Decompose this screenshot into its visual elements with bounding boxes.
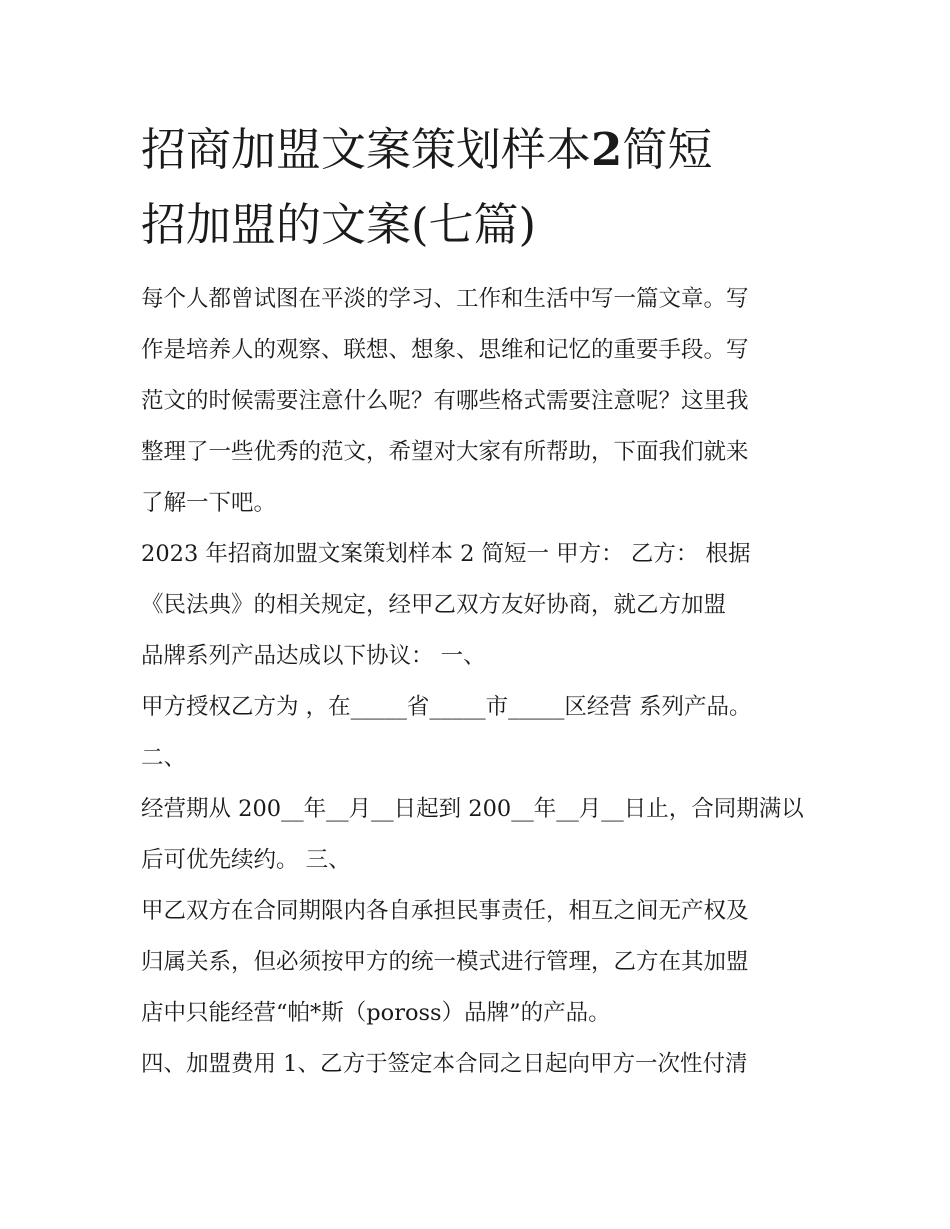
title-line: 招加盟的文案(七篇) [141,198,537,251]
contract-section [141,529,821,1090]
body-line: 甲方授权乙方为 ，在_____省_____市_____区经营 系列产品。 [141,694,752,720]
body-line: 归属关系，但必须按甲方的统一模式进行管理，乙方在其加盟 [141,949,749,975]
body-line: 每个人都曾试图在平淡的学习、工作和生活中写一篇文章。写 [141,286,749,312]
body-line: 整理了一些优秀的范文，希望对大家有所帮助，下面我们就来 [141,439,749,465]
body-line: 《民法典》的相关规定，经甲乙双方友好协商，就乙方加盟 [141,592,727,618]
document-body [141,274,821,1090]
body-line: 四、加盟费用 1、乙方于签定本合同之日起向甲方一次性付清 [141,1051,748,1077]
body-line: 2023 年招商加盟文案策划样本 2 简短一 甲方： 乙方： 根据 [141,541,751,567]
body-line: 后可优先续约。 三、 [141,847,351,873]
body-line: 甲乙双方在合同期限内各自承担民事责任，相互之间无产权及 [141,898,749,924]
body-line: 经营期从 200__年__月__日起到 200__年__月__日止，合同期满以 [141,796,804,822]
body-line: 二、 [141,745,187,771]
body-line: 作是培养人的观察、联想、想象、思维和记忆的重要手段。写 [141,337,749,363]
title-number: 2 [591,123,623,176]
body-line: 了解一下吧。 [141,490,277,516]
document-title [141,112,841,262]
body-line: 品牌系列产品达成以下协议： 一、 [141,643,486,669]
title-line: 招商加盟文案策划样本2简短 [141,123,713,176]
intro-paragraph [141,274,821,529]
body-line: 店中只能经营“帕*斯（poross）品牌”的产品。 [141,1000,611,1026]
body-line: 范文的时候需要注意什么呢？有哪些格式需要注意呢？这里我 [141,388,749,414]
